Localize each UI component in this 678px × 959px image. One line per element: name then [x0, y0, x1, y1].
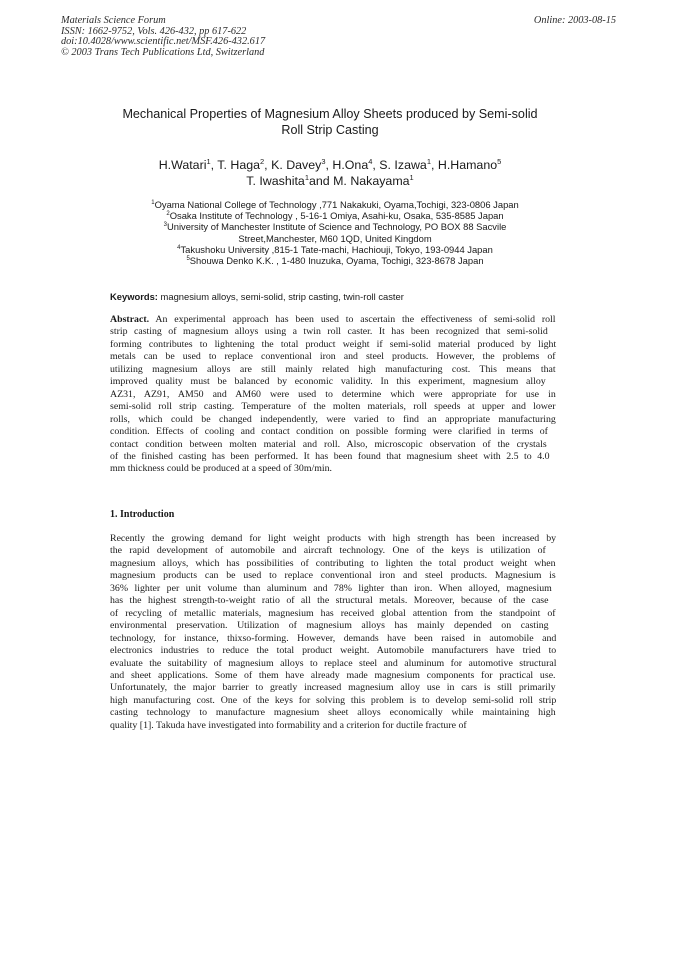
doi-line: doi:10.4028/www.scientific.net/MSF.426-432.617 — [61, 36, 266, 48]
author-name: T. Iwashita — [246, 174, 305, 188]
copyright-line: © 2003 Trans Tech Publications Ltd, Switzerland — [61, 46, 265, 58]
abstract-label: Abstract. — [110, 314, 150, 325]
online-date: Online: 2003-08-15 — [533, 15, 616, 26]
body-line: technology, for instance, thixso-forming. However, demands have been raised in automobile and — [110, 632, 557, 644]
body-line: Unfortunately, the major barrier to greatly increased magnesium alloy use in cars is still primarily — [110, 682, 556, 694]
section-heading: 1. Introduction — [110, 509, 175, 520]
author-affiliation-mark: 4 — [368, 156, 373, 166]
affiliation-list — [90, 199, 580, 266]
abstract-line: Abstract. An experimental approach has been used to ascertain the effectiveness of semi-solid roll — [110, 314, 556, 325]
author-line: H.Watari$^1$, T. Haga$^2$, K. Davey$^3$, H.Ona$^4$, S. Izawa$^1$, H.Hamano$^5$ — [158, 156, 502, 172]
body-line: casting technology to manufacture magnesium sheet alloys economically while maintaining high — [110, 707, 556, 719]
author-affiliation-mark: 1 — [304, 172, 309, 182]
abstract — [110, 314, 556, 476]
author-name: S. Izawa — [379, 158, 427, 172]
body-line: magnesium products can be used to replace conventional iron and steel products. Magnesium is — [110, 570, 556, 582]
title-line: Mechanical Properties of Magnesium Alloy Sheets produced by Semi-solid — [122, 107, 538, 121]
title-line: Roll Strip Casting — [281, 123, 379, 137]
affiliation: $^1$Oyama National College of Technology ,771 Nakakuki, Oyama,Tochigi, 323-0806 Japan — [151, 199, 519, 210]
body-line: magnesium alloys, which has possibilities of contributing to lighten the total product weight when — [110, 557, 556, 569]
affiliation: $^3$University of Manchester Institute of Science and Technology, PO BOX 88 Sacvile — [163, 221, 507, 233]
author-affiliation-mark: 1 — [409, 172, 414, 182]
abstract-line: condition. Effects of cooling and contact condition on possible forming were clarified in terms of — [110, 426, 548, 438]
affiliation: $^2$Osaka Institute of Technology , 5-16-1 Omiya, Asahi-ku, Osaka, 535-8585 Japan — [166, 210, 504, 222]
body-line: high manufacturing cost. One of the keys for solving this problem is to develop semi-solid roll strip — [110, 694, 557, 706]
journal-name: Materials Science Forum — [61, 15, 166, 26]
keywords-text: magnesium alloys, semi-solid, strip casting, twin-roll caster — [160, 291, 404, 302]
body-line: Recently the growing demand for light weight products with high strength has been increased by — [110, 533, 557, 544]
author-name: H.Hamano — [437, 158, 498, 172]
abstract-line: rolls, which could be changed independently, were varied to find an appropriate manufacturing — [110, 413, 556, 425]
author-name: T. Haga — [217, 158, 260, 172]
body-line: 36% lighter per unit volume than aluminum and 78% lighter than iron. When alloyed, magnesium — [110, 582, 552, 594]
author-name: M. Nakayama — [333, 174, 410, 188]
body-line: electronics industries to reduce the total product weight. Automobile manufacturers have tried to — [110, 645, 557, 657]
body-line: has the highest strength-to-weight ratio of all the structural metals. Moreover, because of the case — [110, 595, 549, 607]
author-affiliation-mark: 1 — [426, 156, 431, 166]
author-affiliation-mark: 3 — [321, 156, 326, 166]
affiliation: $^5$Shouwa Denko K.K. , 1-480 Inuzuka, Oyama, Tochigi, 323-8678 Japan — [186, 255, 484, 267]
abstract-line: semi-solid roll strip casting. Temperature of the molten materials, roll speeds at upper and lower — [110, 401, 556, 413]
body-line: evaluate the suitability of magnesium alloys to replace steel and aluminum for automotive structural — [110, 657, 557, 669]
body-line: environmental preservation. Utilization of magnesium alloys has mainly depended on casting — [110, 620, 549, 632]
author-name: H.Ona — [332, 158, 369, 172]
abstract-line: improved quality must be balanced by economic validity. In this experiment, magnesium alloy — [110, 376, 546, 388]
body-line: of recycling of metallic materials, magnesium has received global attention from the standpoint of — [110, 607, 556, 619]
author-name: K. Davey — [271, 158, 322, 172]
keywords-label: Keywords: — [110, 291, 158, 302]
author-affiliation-mark: 2 — [260, 156, 265, 166]
body-line: the rapid development of automobile and aircraft technology. One of the keys is utilization of — [110, 545, 546, 557]
affiliation: $^4$Takushoku University ,815-1 Tate-machi, Hachiouji, Tokyo, 193-0944 Japan — [177, 243, 493, 255]
body-line: and sheet applications. Some of them have already made magnesium components for practical use. — [110, 669, 556, 681]
author-affiliation-mark: 1 — [206, 156, 211, 166]
abstract-line: AZ31, AZ91, AM50 and AM60 were used to determine which were appropriate for use in — [110, 388, 556, 400]
author-line: T. Iwashita$^1$and M. Nakayama$^1$ — [246, 172, 414, 188]
author-name: H.Watari — [158, 158, 207, 172]
abstract-line: mm thickness could be produced at a speed of 30m/min. — [110, 463, 332, 475]
abstract-line: of the finished casting has been performed. It has been found that magnesium sheet with 2.5 to 4.0 — [110, 450, 550, 462]
introduction-body — [110, 533, 556, 732]
author-affiliation-mark: 5 — [497, 156, 502, 166]
abstract-line: strip casting of magnesium alloys using a twin roll caster. It has been recognized that semi-solid — [110, 326, 548, 338]
issn-line: ISSN: 1662-9752, Vols. 426-432, pp 617-622 — [61, 25, 247, 37]
abstract-line: utilizing magnesium alloys are still mainly related high manufacturing cost. This means that — [110, 363, 556, 375]
journal-header — [61, 16, 265, 58]
abstract-line: contact condition between molten material and roll. Also, microscopic observation of the crystals — [110, 438, 547, 450]
abstract-line: metals can be used to replace conventional iron and steel products. However, the problems of — [110, 351, 556, 363]
author-list — [80, 157, 580, 189]
body-line: quality [1]. Takuda have investigated into formability and a criterion for ductile fracture of — [110, 719, 467, 731]
affiliation: Street,Manchester, M60 1QD, United Kingdom — [238, 232, 432, 244]
keywords — [110, 291, 570, 303]
paper-title — [100, 106, 560, 138]
abstract-line: forming contributes to lightening the total product weight if semi-solid material produced by light — [110, 338, 557, 350]
